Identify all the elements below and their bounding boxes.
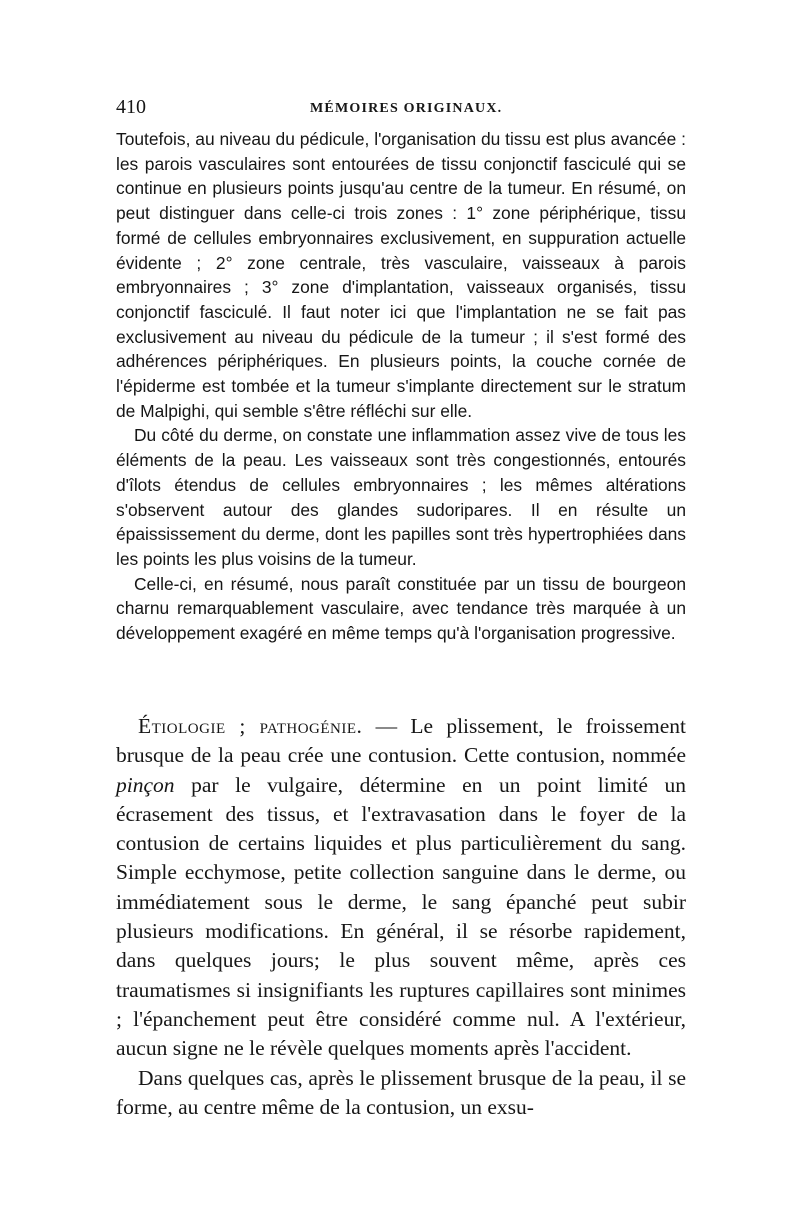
section-heading: Étiologie ; pathogénie. [138,714,363,738]
paragraph-pedicule: Toutefois, au niveau du pédicule, l'organisation du tissu est plus avancée : les parois vasculaires sont entourées de tissu conjonctif fasciculé qui se continue en plusieurs points jusqu'au centre de la tumeur. En résumé, on peut distinguer dans celle-ci trois zones : 1° zone périphérique, tissu formé de cellules embryonnaires exclusivement, en suppuration actuelle évidente ; 2° zone centrale, très vasculaire, vaisseaux à parois embryonnaires ; 3° zone d'implantation, vaisseaux organisés, tissu conjonctif fasciculé. Il faut noter ici que l'implantation ne se fait pas exclusivement au niveau du pédicule de la tumeur ; il s'est formé des adhérences périphériques. En plusieurs points, la couche cornée de l'épiderme est tombée et la tumeur s'implante directement sur le stratum de Malpighi, qui semble s'être réfléchi sur elle. [116,129,686,421]
heading-dash: — [362,714,411,738]
paragraph-etiologie [116,712,686,1064]
page-header [116,96,696,122]
observation-section [116,127,686,646]
running-title: MÉMOIRES ORIGINAUX. [310,101,503,116]
paragraph-exsudat: Dans quelques cas, après le plissement brusque de la peau, il se forme, au centre même de la contusion, un exsu- [116,1065,686,1119]
etiologie-text-end: par le vulgaire, détermine en un point limité un écrasement des tissus, et l'extravasation dans le foyer de la contusion de certains liquides et plus particulièrement du sang. Simple ecchymose, petite collection sanguine dans le derme, ou immédiatement sous le derme, le sang épanché peut subir plusieurs modifications. En général, il se résorbe rapidement, dans quelques jours; le plus souvent même, après ces traumatismes si insignifiants les ruptures capillaires sont minimes ; l'épanchement peut être considéré comme nul. A l'extérieur, aucun signe ne le révèle quelques moments après l'accident. [116,772,686,1061]
etiologie-section [116,712,686,1122]
etiologie-text-start: Le plissement, le froissement brusque de la peau crée une contusion. Cette contusion, nommée [116,714,686,768]
paragraph-resume: Celle-ci, en résumé, nous paraît constituée par un tissu de bourgeon charnu remarquablement vasculaire, avec tendance très marquée à un développement exagéré en même temps qu'à l'organisation progressive. [116,573,686,644]
paragraph-derme: Du côté du derme, on constate une inflammation assez vive de tous les éléments de la peau. Les vaisseaux sont très congestionnés, entourés d'îlots étendus de cellules embryonnaires ; les mêmes altérations s'observent autour des glandes sudoripares. Il en résulte un épaississement du derme, dont les papilles sont très hypertrophiées dans les points les plus voisins de la tumeur. [116,425,686,569]
page-number: 410 [116,96,146,118]
term-pincon: pinçon [116,772,175,797]
